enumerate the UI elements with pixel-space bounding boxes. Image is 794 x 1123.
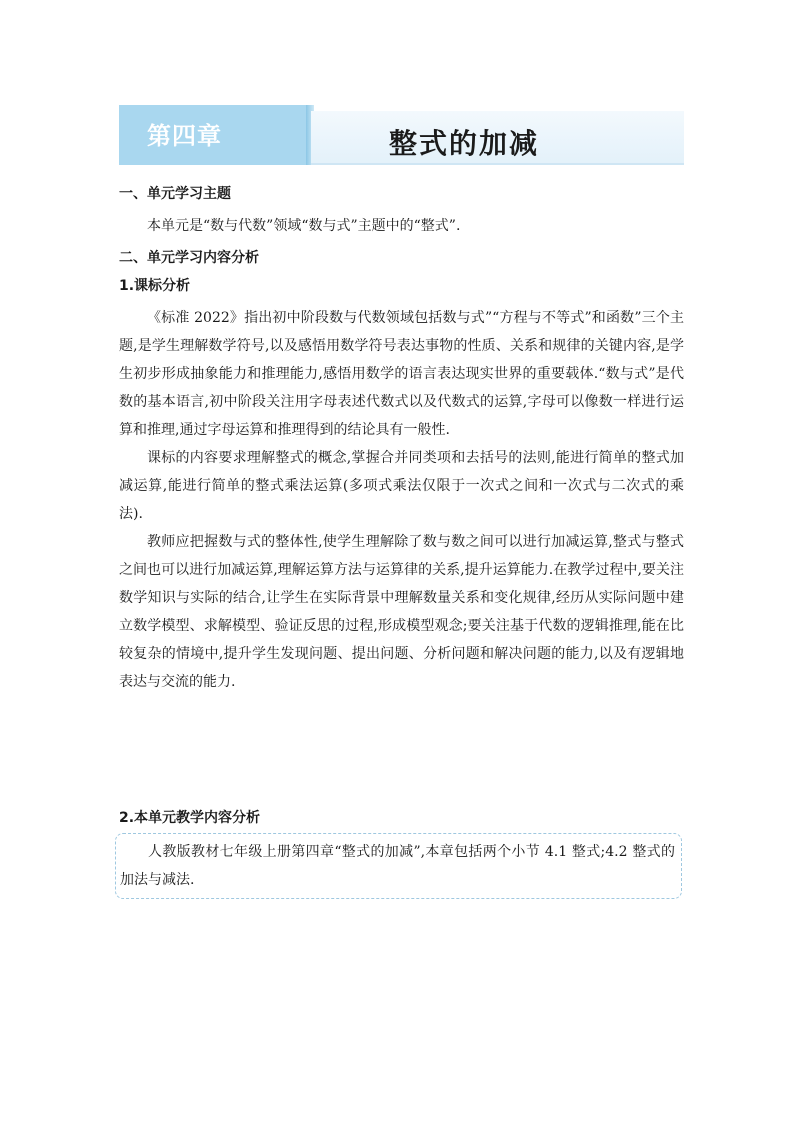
paragraph-teaching: 教师应把握数与式的整体性,使学生理解除了数与数之间可以进行加减运算,整式与整式之间也可以进行加减运算,理解运算方法与运算律的关系,提升运算能力.在教学过程中,要关注数学知识与实际的结合,让学生在实际背景中理解数量关系和变化规律,经历从实际问题中建立数学模型、求解模型、验证反思的过程,形成模型观念;要关注基于代数的逻辑推理,能在比较复杂的情境中,提升学生发现问题、提出问题、分析问题和解决问题的能力,以及有逻辑地表达与交流的能力.: [119, 534, 684, 690]
note-text: 人教版教材七年级上册第四章“整式的加减”,本章包括两个小节 4.1 整式;4.2 整式的加法与减法.: [120, 844, 675, 888]
chapter-title: 整式的加减: [389, 127, 540, 160]
subsection-heading-1: 1.课标分析: [119, 278, 191, 294]
chapter-label: 第四章: [147, 122, 222, 150]
section-heading-2: 二、单元学习内容分析: [119, 250, 259, 266]
subsection-heading-2: 2.本单元教学内容分析: [119, 810, 261, 826]
chapter-header: [119, 105, 684, 165]
paragraph-standard: 《标准 2022》指出初中阶段数与代数领域包括数与式”“方程与不等式”和函数”三个主题,是学生理解数学符号,以及感悟用数学符号表达事物的性质、关系和规律的关键内容,是学生初步形成抽象能力和推理能力,感悟用数学的语言表达现实世界的重要载体.“数与式”是代数的基本语言,初中阶段关注用字母表述代数式以及代数式的运算,字母可以像数一样进行运算和推理,通过字母运算和推理得到的结论具有一般性.: [119, 310, 684, 438]
document-body: [119, 184, 684, 696]
chapter-tab: [119, 105, 309, 165]
section-1-text: 本单元是“数与代数”领域“数与式”主题中的“整式”.: [147, 218, 461, 234]
title-bar-underline: [311, 163, 684, 165]
content-note-box: [115, 833, 682, 899]
section-heading-1: 一、单元学习主题: [119, 186, 231, 202]
paragraph-requirements: 课标的内容要求理解整式的概念,掌握合并同类项和去括号的法则,能进行简单的整式加减运算,能进行简单的整式乘法运算(多项式乘法仅限于一次式之间和一次式与二次式的乘法).: [119, 450, 684, 522]
